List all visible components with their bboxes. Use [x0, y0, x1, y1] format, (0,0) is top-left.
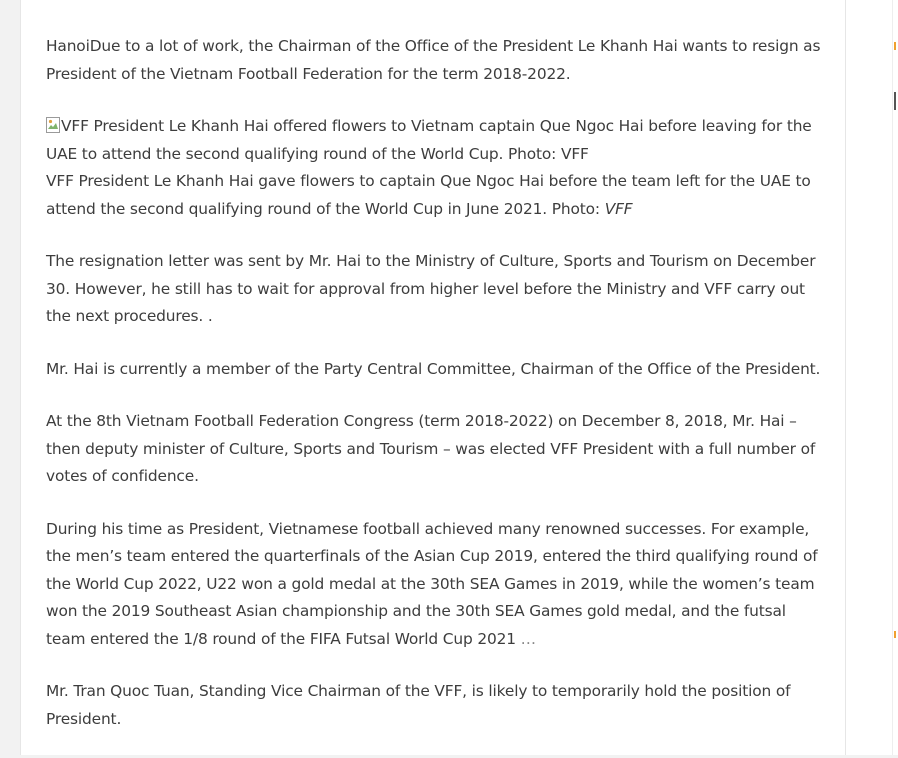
article-paragraph — [46, 516, 826, 654]
broken-image-icon — [46, 117, 60, 133]
image-caption-credit: VFF — [604, 199, 633, 218]
image-caption — [46, 168, 826, 223]
read-more-ellipsis: … — [515, 629, 536, 648]
article-paragraph-text: During his time as President, Vietnamese football achieved many renowned successes. For example, the men’s team entered the quarterfinals of the Asian Cup 2019, entered the third qualifying round of the World Cup 2022, U22 won a gold medal at the 30th SEA Games in 2019, while the women’s team won the 2019 Southeast Asian championship and the 30th SEA Games gold medal, and the futsal team entered the 1/8 round of the FIFA Futsal World Cup 2021 — [46, 519, 818, 648]
article-paragraph: Mr. Tran Quoc Tuan, Standing Vice Chairman of the VFF, is likely to temporarily hold the position of President. — [46, 682, 791, 728]
article-paragraph: HanoiDue to a lot of work, the Chairman of the Office of the President Le Khanh Hai wants to resign as President of the Vietnam Football Federation for the term 2018-2022. — [46, 37, 821, 83]
article-card — [20, 0, 846, 755]
image-caption-text: VFF President Le Khanh Hai gave flowers to captain Que Ngoc Hai before the team left for the UAE to attend the second qualifying round of the World Cup in June 2021. Photo: — [46, 172, 811, 218]
sidebar-marker — [894, 92, 896, 110]
article-body — [46, 33, 826, 758]
image-alt-text: VFF President Le Khanh Hai offered flowers to Vietnam captain Que Ngoc Hai before leaving for the UAE to attend the second qualifying round of the World Cup. Photo: VFF — [46, 117, 812, 163]
sidebar-accent-marker — [894, 42, 896, 50]
article-image[interactable] — [46, 117, 812, 163]
sidebar — [846, 0, 898, 755]
article-paragraph: Mr. Hai is currently a member of the Party Central Committee, Chairman of the Office of the President. — [46, 359, 821, 378]
article-paragraph: The resignation letter was sent by Mr. Hai to the Ministry of Culture, Sports and Tourism on December 30. However, he still has to wait for approval from higher level before the Ministry and VFF carry out the next procedures. . — [46, 252, 816, 325]
article-paragraph: At the 8th Vietnam Football Federation Congress (term 2018-2022) on December 8, 2018, Mr. Hai – then deputy minister of Culture, Sports and Tourism – was elected VFF President with a full number of votes of confidence. — [46, 412, 816, 485]
sidebar-divider — [892, 0, 893, 755]
sidebar-accent-marker — [894, 631, 896, 638]
article-figure — [46, 113, 826, 223]
